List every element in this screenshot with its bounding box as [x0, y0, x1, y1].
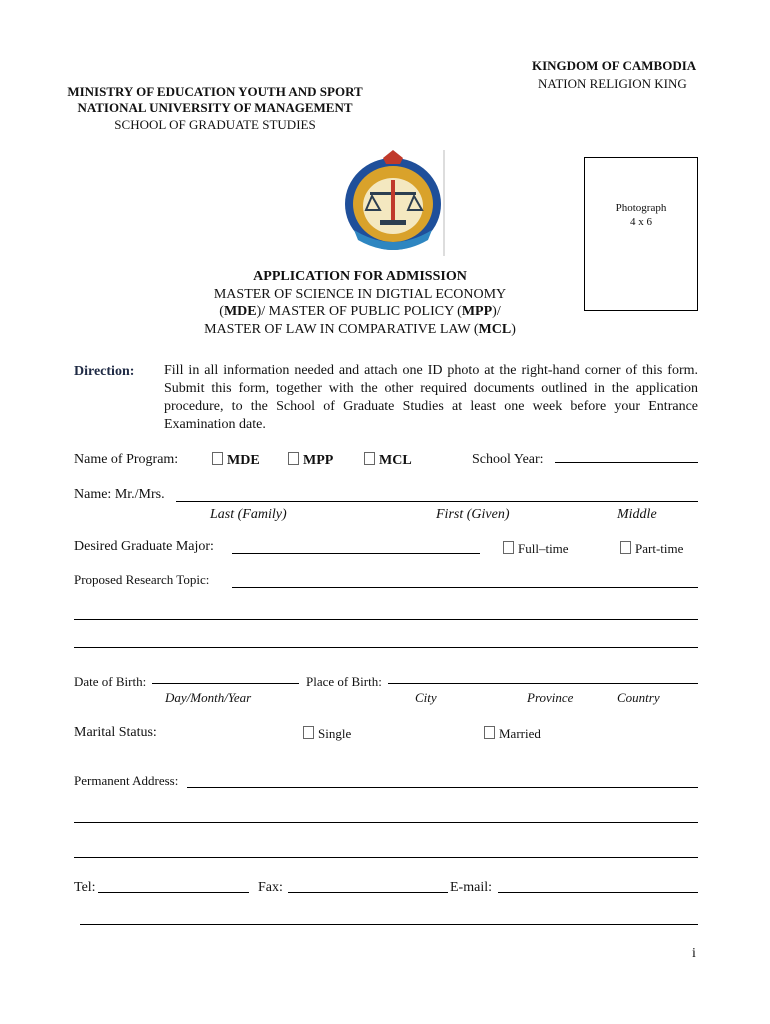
direction-text: Fill in all information needed and attach one ID photo at the right-hand corner of this form. Submit this form, together with the other required documents outlined in the application procedure, to the School of Graduate Studies at least one week before your Entrance Examination date.: [164, 363, 698, 432]
program-label: Name of Program:: [74, 452, 179, 467]
full-time-option[interactable]: Full–time: [503, 541, 569, 557]
name-field[interactable]: [176, 501, 698, 502]
checkbox-icon[interactable]: [303, 726, 314, 739]
motto-heading: NATION RELIGION KING: [538, 76, 687, 91]
name-sub-last: Last (Family): [210, 507, 287, 522]
address-field-3[interactable]: [74, 857, 698, 858]
research-field-2[interactable]: [74, 619, 698, 620]
checkbox-icon[interactable]: [288, 452, 299, 465]
major-field[interactable]: [232, 553, 480, 554]
header-school: SCHOOL OF GRADUATE STUDIES: [114, 117, 316, 132]
checkbox-icon[interactable]: [212, 452, 223, 465]
address-field-2[interactable]: [74, 822, 698, 823]
fax-field[interactable]: [288, 892, 448, 893]
part-time-option[interactable]: Part-time: [620, 541, 683, 557]
name-sub-first: First (Given): [436, 507, 510, 522]
marital-label: Marital Status:: [74, 725, 157, 740]
photo-label: Photograph: [615, 202, 667, 214]
program-option-mde[interactable]: MDE: [212, 452, 260, 469]
major-label: Desired Graduate Major:: [74, 539, 214, 554]
tel-field[interactable]: [98, 892, 249, 893]
photo-size: 4 x 6: [630, 216, 652, 228]
header-university: NATIONAL UNIVERSITY OF MANAGEMENT: [77, 100, 353, 115]
form-title: APPLICATION FOR ADMISSION: [253, 269, 467, 284]
single-option[interactable]: Single: [303, 726, 351, 742]
name-label: Name: Mr./Mrs.: [74, 487, 165, 502]
university-emblem: [340, 150, 446, 256]
place-sub-province: Province: [527, 690, 574, 705]
email-field[interactable]: [498, 892, 698, 893]
school-year-label: School Year:: [472, 452, 544, 467]
address-field-1[interactable]: [187, 787, 698, 788]
program-option-mcl[interactable]: MCL: [364, 452, 412, 469]
place-sub-city: City: [415, 690, 437, 705]
program-line-3: MASTER OF LAW IN COMPARATIVE LAW (MCL): [204, 322, 516, 337]
photo-box: [584, 157, 698, 311]
program-line-2: (MDE)/ MASTER OF PUBLIC POLICY (MPP)/: [219, 304, 501, 319]
tel-label: Tel:: [74, 880, 96, 895]
name-sub-middle: Middle: [617, 507, 657, 522]
direction-label: Direction:: [74, 364, 135, 379]
program-line-1: MASTER OF SCIENCE IN DIGTIAL ECONOMY: [213, 287, 507, 302]
checkbox-icon[interactable]: [364, 452, 375, 465]
fax-label: Fax:: [258, 880, 283, 895]
place-of-birth-field[interactable]: [388, 683, 698, 684]
checkbox-icon[interactable]: [620, 541, 631, 554]
program-option-mpp[interactable]: MPP: [288, 452, 333, 469]
dob-label: Date of Birth:: [74, 674, 147, 689]
dob-sub: Day/Month/Year: [165, 690, 252, 705]
place-sub-country: Country: [617, 690, 660, 705]
page-number: i: [692, 946, 696, 961]
research-field-3[interactable]: [74, 647, 698, 648]
school-year-field[interactable]: [555, 462, 698, 463]
header-ministry: MINISTRY OF EDUCATION YOUTH AND SPORT: [67, 84, 363, 99]
research-label: Proposed Research Topic:: [74, 572, 210, 587]
married-option[interactable]: Married: [484, 726, 541, 742]
place-of-birth-label: Place of Birth:: [306, 674, 382, 689]
dob-field[interactable]: [152, 683, 299, 684]
kingdom-heading: KINGDOM OF CAMBODIA: [532, 58, 697, 73]
footer-rule: [80, 924, 698, 925]
checkbox-icon[interactable]: [484, 726, 495, 739]
checkbox-icon[interactable]: [503, 541, 514, 554]
address-label: Permanent Address:: [74, 773, 179, 788]
research-field-1[interactable]: [232, 587, 698, 588]
email-label: E-mail:: [450, 880, 492, 895]
